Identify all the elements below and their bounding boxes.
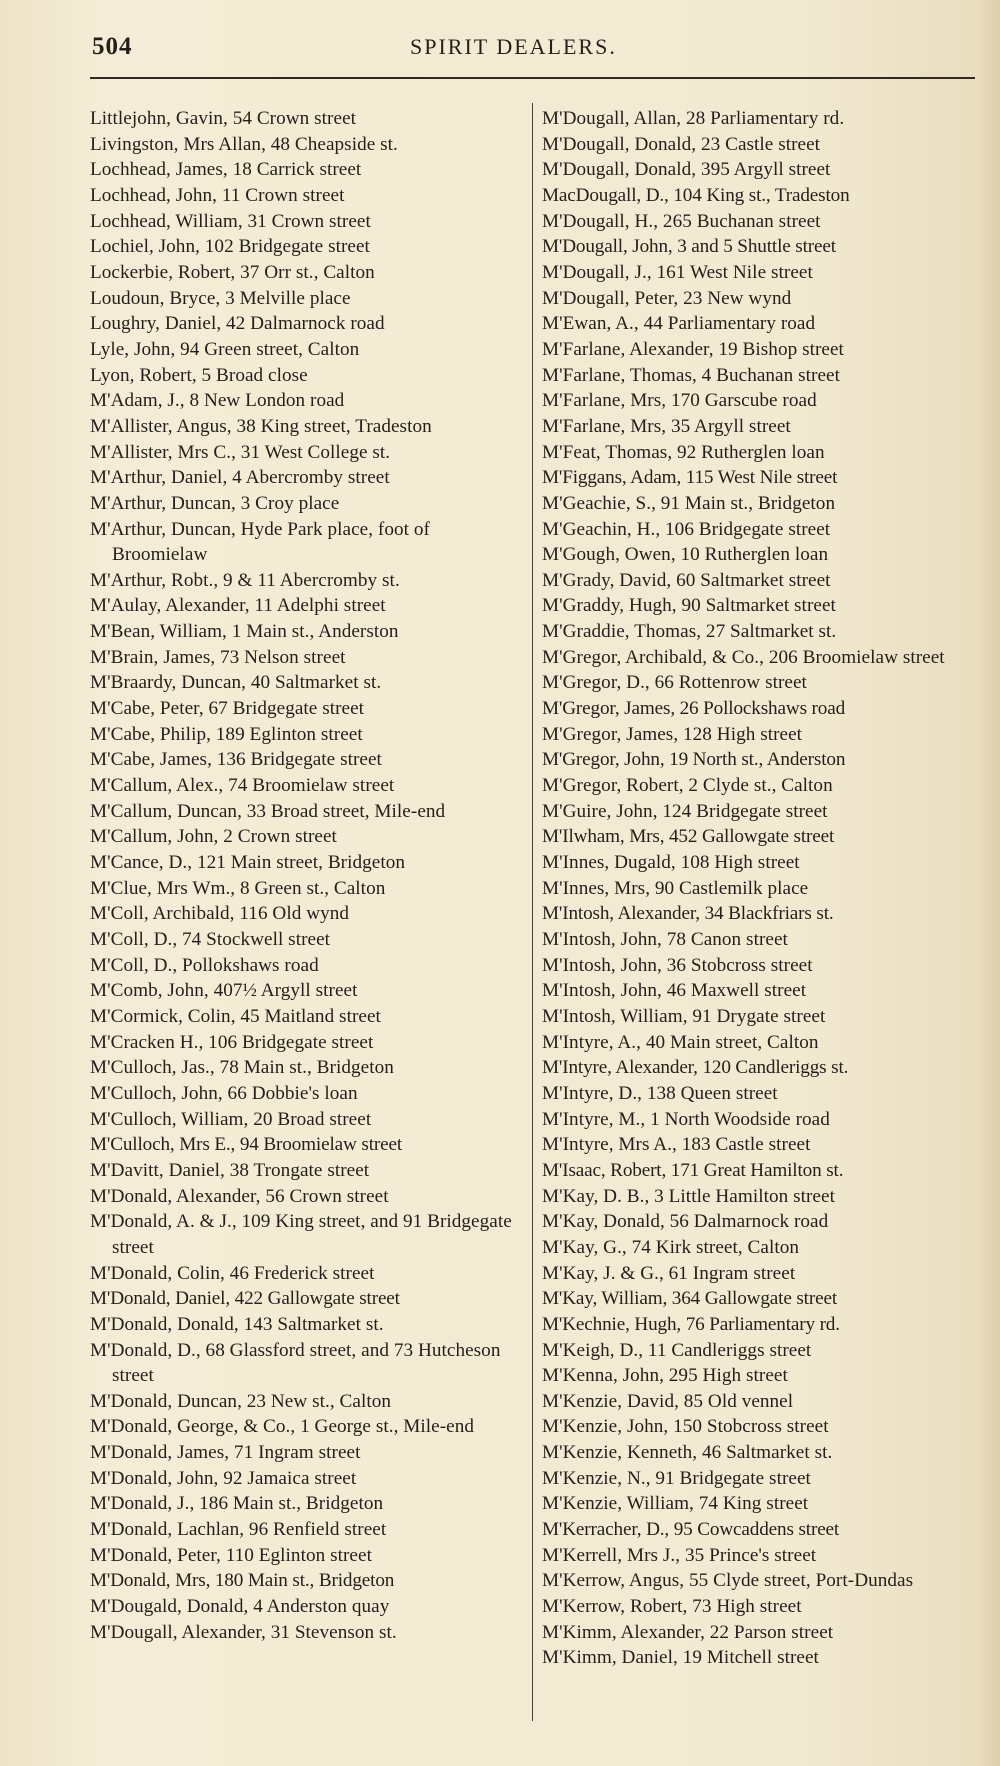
directory-entry: M'Cormick, Colin, 45 Maitland street [90, 1005, 381, 1027]
directory-entry: M'Arthur, Daniel, 4 Abercromby street [90, 467, 390, 489]
directory-entry: Lochhead, John, 11 Crown street [90, 184, 345, 206]
directory-entry: M'Callum, John, 2 Crown street [90, 826, 337, 848]
directory-entry: M'Donald, Donald, 143 Saltmarket st. [90, 1313, 384, 1335]
directory-entry: M'Kerracher, D., 95 Cowcaddens street [542, 1519, 840, 1541]
directory-entry: Lochhead, William, 31 Crown street [90, 210, 371, 232]
directory-entry: M'Intyre, A., 40 Main street, Calton [542, 1031, 819, 1053]
directory-entry: Lochhead, James, 18 Carrick street [90, 159, 362, 181]
directory-entry: M'Dougall, H., 265 Buchanan street [542, 210, 821, 232]
directory-entry: M'Geachie, S., 91 Main st., Bridgeton [542, 492, 836, 514]
directory-entry: M'Kerrow, Robert, 73 High street [542, 1596, 802, 1618]
directory-entry: M'Intosh, Alexander, 34 Blackfriars st. [542, 903, 834, 925]
directory-entry: M'Brain, James, 73 Nelson street [90, 646, 346, 668]
directory-entry: M'Culloch, Jas., 78 Main st., Bridgeton [90, 1057, 394, 1079]
directory-entry: M'Keigh, D., 11 Candleriggs street [542, 1339, 812, 1361]
directory-entry: M'Geachin, H., 106 Bridgegate street [542, 518, 831, 540]
column-divider [532, 103, 533, 1721]
directory-entry: M'Davitt, Daniel, 38 Trongate street [90, 1159, 370, 1181]
directory-entry: M'Feat, Thomas, 92 Rutherglen loan [542, 441, 825, 463]
directory-entry: M'Kenzie, John, 150 Stobcross street [542, 1416, 829, 1438]
directory-entry: M'Coll, D., 74 Stockwell street [90, 929, 331, 950]
directory-entry: M'Intyre, Mrs A., 183 Castle street [542, 1134, 811, 1156]
directory-entry: M'Cracken H., 106 Bridgegate street [90, 1031, 374, 1053]
directory-entry: M'Kimm, Daniel, 19 Mitchell street [542, 1647, 819, 1669]
directory-entry: M'Braardy, Duncan, 40 Saltmarket st. [90, 672, 382, 694]
directory-entry: M'Kay, D. B., 3 Little Hamilton street [542, 1185, 835, 1207]
directory-entry: M'Gregor, Archibald, & Co., 206 Broomielaw street [542, 646, 945, 668]
directory-entry: M'Allister, Angus, 38 King street, Tradeston [90, 415, 432, 437]
directory-entry: Lochiel, John, 102 Bridgegate street [90, 236, 370, 258]
directory-entry: M'Kenzie, Kenneth, 46 Saltmarket st. [542, 1442, 833, 1464]
directory-entry: MacDougall, D., 104 King st., Tradeston [542, 184, 850, 206]
directory-entry: M'Farlane, Alexander, 19 Bishop street [542, 338, 844, 360]
directory-entry: Livingston, Mrs Allan, 48 Cheapside st. [90, 133, 398, 155]
directory-entry: M'Cabe, James, 136 Bridgegate street [90, 749, 382, 771]
directory-entry: M'Innes, Dugald, 108 High street [542, 852, 800, 874]
directory-entry: M'Gregor, D., 66 Rottenrow street [542, 672, 807, 694]
directory-entry: M'Donald, J., 186 Main st., Bridgeton [90, 1493, 384, 1515]
left-column [90, 106, 523, 1645]
directory-entry: M'Intosh, John, 46 Maxwell street [542, 980, 807, 1002]
directory-entry: M'Gough, Owen, 10 Rutherglen loan [542, 544, 829, 566]
directory-entry: M'Callum, Alex., 74 Broomielaw street [90, 775, 395, 797]
directory-entry: M'Comb, John, 407½ Argyll street [90, 980, 358, 1002]
directory-entry: M'Farlane, Mrs, 170 Garscube road [542, 390, 817, 412]
directory-entry: M'Gregor, Robert, 2 Clyde st., Calton [542, 775, 833, 797]
header-rule [90, 77, 975, 79]
directory-entry: M'Donald, A. & J., 109 King street, and 91 Bridgegate street [90, 1211, 512, 1258]
directory-entry: M'Isaac, Robert, 171 Great Hamilton st. [542, 1159, 844, 1181]
directory-entry: M'Cabe, Peter, 67 Bridgegate street [90, 698, 365, 720]
directory-entry: M'Grady, David, 60 Saltmarket street [542, 569, 831, 591]
directory-entry: Lockerbie, Robert, 37 Orr st., Calton [90, 261, 375, 283]
directory-entry: M'Kechnie, Hugh, 76 Parliamentary rd. [542, 1313, 840, 1335]
directory-entry: M'Donald, Lachlan, 96 Renfield street [90, 1519, 387, 1541]
directory-entry: M'Cance, D., 121 Main street, Bridgeton [90, 852, 406, 874]
directory-entry: M'Innes, Mrs, 90 Castlemilk place [542, 877, 809, 899]
directory-entry: M'Bean, William, 1 Main st., Anderston [90, 621, 399, 643]
directory-entry: M'Arthur, Robt., 9 & 11 Abercromby st. [90, 569, 400, 591]
directory-entry: M'Dougall, Alexander, 31 Stevenson st. [90, 1621, 397, 1643]
directory-entry: M'Cabe, Philip, 189 Eglinton street [90, 723, 363, 745]
directory-entry: M'Allister, Mrs C., 31 West College st. [90, 441, 391, 463]
directory-entry: M'Kay, G., 74 Kirk street, Calton [542, 1236, 799, 1258]
directory-entry: M'Farlane, Thomas, 4 Buchanan street [542, 364, 840, 386]
directory-entry: M'Aulay, Alexander, 11 Adelphi street [90, 595, 386, 617]
directory-entry: M'Intyre, M., 1 North Woodside road [542, 1108, 830, 1130]
directory-entry: M'Donald, Peter, 110 Eglinton street [90, 1544, 372, 1566]
directory-entry: M'Dougall, Donald, 395 Argyll street [542, 159, 831, 181]
directory-entry: M'Arthur, Duncan, 3 Croy place [90, 492, 340, 514]
directory-entry: M'Ilwham, Mrs, 452 Gallowgate street [542, 826, 835, 848]
directory-entry: Lyle, John, 94 Green street, Calton [90, 338, 360, 360]
directory-entry: M'Donald, James, 71 Ingram street [90, 1442, 361, 1464]
directory-entry: M'Kay, Donald, 56 Dalmarnock road [542, 1211, 829, 1233]
directory-entry: M'Intosh, John, 36 Stobcross street [542, 954, 813, 976]
directory-entry: M'Intosh, John, 78 Canon street [542, 929, 788, 950]
directory-entry: M'Farlane, Mrs, 35 Argyll street [542, 415, 791, 437]
directory-entry: M'Kimm, Alexander, 22 Parson street [542, 1621, 834, 1643]
directory-entry: M'Gregor, James, 26 Pollockshaws road [542, 698, 846, 720]
directory-entry: Lyon, Robert, 5 Broad close [90, 364, 308, 386]
directory-entry: M'Kenzie, William, 74 King street [542, 1493, 809, 1515]
directory-entry: M'Coll, Archibald, 116 Old wynd [90, 903, 350, 925]
directory-entry: M'Dougald, Donald, 4 Anderston quay [90, 1596, 390, 1618]
directory-entry: M'Donald, Colin, 46 Frederick street [90, 1262, 375, 1284]
directory-entry: M'Intosh, William, 91 Drygate street [542, 1005, 826, 1027]
directory-entry: M'Dougall, Donald, 23 Castle street [542, 133, 821, 155]
running-head: SPIRIT DEALERS. [410, 34, 617, 59]
directory-entry: M'Dougall, J., 161 West Nile street [542, 261, 813, 283]
directory-entry: M'Guire, John, 124 Bridgegate street [542, 800, 828, 822]
directory-entry: M'Kerrell, Mrs J., 35 Prince's street [542, 1544, 817, 1566]
directory-entry: M'Kay, William, 364 Gallowgate street [542, 1288, 838, 1310]
directory-entry: M'Kenzie, N., 91 Bridgegate street [542, 1467, 811, 1489]
directory-entry: M'Kenna, John, 295 High street [542, 1365, 788, 1387]
directory-entry: M'Arthur, Duncan, Hyde Park place, foot of Broomielaw [90, 518, 430, 566]
directory-entry: M'Donald, Duncan, 23 New st., Calton [90, 1390, 392, 1412]
right-column [542, 106, 972, 1671]
directory-entry: M'Dougall, Allan, 28 Parliamentary rd. [542, 108, 845, 129]
directory-entry: M'Figgans, Adam, 115 West Nile street [542, 467, 838, 489]
directory-entry: M'Graddie, Thomas, 27 Saltmarket st. [542, 621, 837, 643]
directory-entry: M'Donald, John, 92 Jamaica street [90, 1467, 357, 1489]
directory-entry: Loughry, Daniel, 42 Dalmarnock road [90, 313, 385, 335]
page-gutter-shadow [978, 0, 1000, 1766]
directory-entry: M'Kerrow, Angus, 55 Clyde street, Port-Dundas [542, 1570, 914, 1592]
directory-entry: M'Culloch, William, 20 Broad street [90, 1108, 372, 1130]
directory-entry: Loudoun, Bryce, 3 Melville place [90, 287, 351, 309]
directory-entry: M'Donald, Mrs, 180 Main st., Bridgeton [90, 1570, 395, 1592]
directory-entry: M'Donald, D., 68 Glassford street, and 73 Hutcheson street [90, 1339, 501, 1387]
directory-entry: M'Callum, Duncan, 33 Broad street, Mile-end [90, 800, 446, 822]
directory-entry: M'Kay, J. & G., 61 Ingram street [542, 1262, 796, 1284]
directory-entry: M'Intyre, D., 138 Queen street [542, 1082, 778, 1104]
directory-entry: M'Donald, Alexander, 56 Crown street [90, 1185, 389, 1207]
directory-entry: M'Gregor, John, 19 North st., Anderston [542, 749, 846, 771]
directory-entry: M'Dougall, John, 3 and 5 Shuttle street [542, 236, 836, 258]
directory-entry: M'Gregor, James, 128 High street [542, 723, 803, 745]
page-number: 504 [92, 33, 133, 60]
directory-entry: M'Coll, D., Pollokshaws road [90, 954, 319, 976]
directory-entry: Littlejohn, Gavin, 54 Crown street [90, 108, 357, 129]
directory-entry: M'Adam, J., 8 New London road [90, 390, 345, 412]
directory-entry: M'Culloch, John, 66 Dobbie's loan [90, 1082, 358, 1104]
directory-entry: M'Culloch, Mrs E., 94 Broomielaw street [90, 1134, 403, 1156]
directory-entry: M'Graddy, Hugh, 90 Saltmarket street [542, 595, 836, 617]
directory-entry: M'Clue, Mrs Wm., 8 Green st., Calton [90, 877, 386, 899]
directory-entry: M'Dougall, Peter, 23 New wynd [542, 287, 792, 309]
directory-entry: M'Donald, George, & Co., 1 George st., Mile-end [90, 1416, 474, 1438]
directory-entry: M'Donald, Daniel, 422 Gallowgate street [90, 1288, 400, 1310]
directory-entry: M'Intyre, Alexander, 120 Candleriggs st. [542, 1057, 849, 1079]
directory-entry: M'Kenzie, David, 85 Old vennel [542, 1390, 794, 1412]
directory-entry: M'Ewan, A., 44 Parliamentary road [542, 313, 816, 335]
